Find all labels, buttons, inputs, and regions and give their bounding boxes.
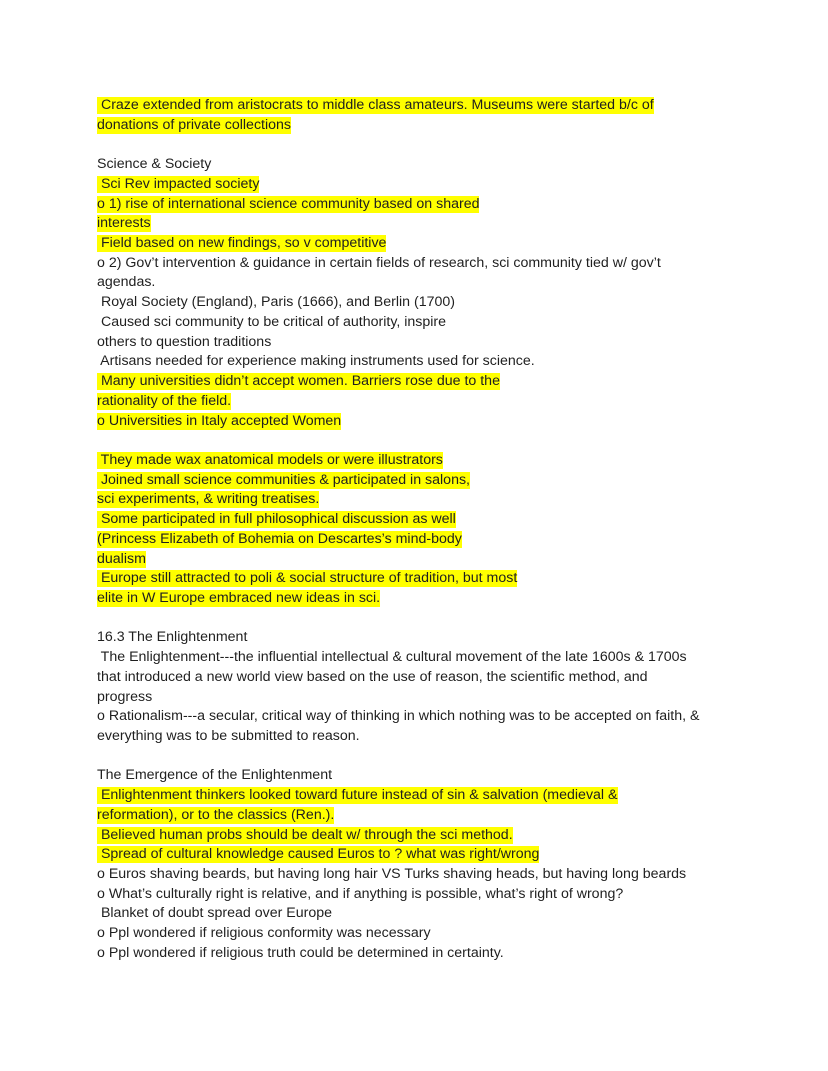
line-text: Europe still attracted to poli & social structure of tradition, but most xyxy=(97,570,518,587)
blank-line xyxy=(97,609,797,629)
text-line xyxy=(97,313,797,333)
text-line xyxy=(97,766,797,786)
highlighted-line xyxy=(97,569,797,589)
blank-line xyxy=(97,135,797,155)
line-text: (Princess Elizabeth of Bohemia on Descartes’s mind-body xyxy=(97,530,462,547)
line-text: Joined small science communities & participated in salons, xyxy=(97,471,470,488)
line-text: Many universities didn’t accept women. Barriers rose due to the xyxy=(97,373,500,390)
line-text: Spread of cultural knowledge caused Euros to ? what was right/wrong xyxy=(97,846,540,863)
line-text: Believed human probs should be dealt w/ through the sci method. xyxy=(97,826,513,843)
highlighted-line xyxy=(97,412,797,432)
highlighted-line xyxy=(97,392,797,412)
highlighted-line xyxy=(97,845,797,865)
line-text: Some participated in full philosophical discussion as well xyxy=(97,511,456,528)
text-line xyxy=(97,944,797,964)
highlighted-line xyxy=(97,510,797,530)
line-text: reformation), or to the classics (Ren.). xyxy=(97,806,335,823)
line-text: Caused sci community to be critical of authority, inspire xyxy=(97,313,447,330)
line-text: o Euros shaving beards, but having long hair VS Turks shaving heads, but having long beards xyxy=(97,866,687,883)
line-text: elite in W Europe embraced new ideas in sci. xyxy=(97,589,381,606)
document-body xyxy=(97,96,797,964)
highlighted-line xyxy=(97,451,797,471)
line-text: The Emergence of the Enlightenment xyxy=(97,767,333,784)
text-line xyxy=(97,924,797,944)
text-line xyxy=(97,688,797,708)
highlighted-line xyxy=(97,806,797,826)
line-text: o 1) rise of international science community based on shared xyxy=(97,195,480,212)
highlighted-line xyxy=(97,490,797,510)
line-text: Science & Society xyxy=(97,156,212,173)
highlighted-line xyxy=(97,530,797,550)
text-line xyxy=(97,628,797,648)
text-line xyxy=(97,293,797,313)
line-text: 16.3 The Enlightenment xyxy=(97,629,248,646)
text-line xyxy=(97,333,797,353)
line-text: that introduced a new world view based on the use of reason, the scientific method, and xyxy=(97,668,648,685)
line-text: o Ppl wondered if religious truth could be determined in certainty. xyxy=(97,944,504,961)
line-text: Enlightenment thinkers looked toward future instead of sin & salvation (medieval & xyxy=(97,787,618,804)
highlighted-line xyxy=(97,116,797,136)
text-line xyxy=(97,727,797,747)
line-text: Craze extended from aristocrats to middle class amateurs. Museums were started b/c of xyxy=(97,97,654,113)
highlighted-line xyxy=(97,175,797,195)
line-text: dualism xyxy=(97,550,146,567)
line-text: Royal Society (England), Paris (1666), and Berlin (1700) xyxy=(97,294,456,311)
line-text: Field based on new findings, so v competitive xyxy=(97,235,387,252)
highlighted-line xyxy=(97,826,797,846)
line-text: Sci Rev impacted society xyxy=(97,175,260,192)
line-text: everything was to be submitted to reason. xyxy=(97,728,360,744)
text-line xyxy=(97,254,797,274)
line-text: o What’s culturally right is relative, and if anything is possible, what’s right of wrong? xyxy=(97,885,624,902)
text-line xyxy=(97,668,797,688)
line-text: o Ppl wondered if religious conformity was necessary xyxy=(97,925,431,942)
highlighted-line xyxy=(97,96,797,116)
line-text: o 2) Gov’t intervention & guidance in certain fields of research, sci community tied w/ gov’t xyxy=(97,254,661,271)
highlighted-line xyxy=(97,471,797,491)
line-text: others to question traditions xyxy=(97,333,272,350)
line-text: Artisans needed for experience making instruments used for science. xyxy=(97,353,535,370)
text-line xyxy=(97,352,797,372)
line-text: sci experiments, & writing treatises. xyxy=(97,491,320,508)
line-text: donations of private collections xyxy=(97,116,292,133)
line-text: They made wax anatomical models or were illustrators xyxy=(97,451,443,468)
line-text: rationality of the field. xyxy=(97,392,232,409)
text-line xyxy=(97,885,797,905)
line-text: o Rationalism---a secular, critical way of thinking in which nothing was to be accepted on faith, & xyxy=(97,708,700,725)
line-text: o Universities in Italy accepted Women xyxy=(97,412,342,429)
text-line xyxy=(97,904,797,924)
text-line xyxy=(97,865,797,885)
line-text: agendas. xyxy=(97,274,156,291)
highlighted-line xyxy=(97,195,797,215)
highlighted-line xyxy=(97,589,797,609)
blank-line xyxy=(97,747,797,767)
line-text: interests xyxy=(97,215,151,232)
line-text: The Enlightenment---the influential intellectual & cultural movement of the late 1600s & 1700s xyxy=(97,649,687,666)
text-line xyxy=(97,155,797,175)
text-line xyxy=(97,648,797,668)
line-text: progress xyxy=(97,688,153,705)
blank-line xyxy=(97,431,797,451)
text-line xyxy=(97,707,797,727)
highlighted-line xyxy=(97,786,797,806)
highlighted-line xyxy=(97,550,797,570)
highlighted-line xyxy=(97,214,797,234)
highlighted-line xyxy=(97,234,797,254)
highlighted-line xyxy=(97,372,797,392)
line-text: Blanket of doubt spread over Europe xyxy=(97,905,333,922)
text-line xyxy=(97,273,797,293)
